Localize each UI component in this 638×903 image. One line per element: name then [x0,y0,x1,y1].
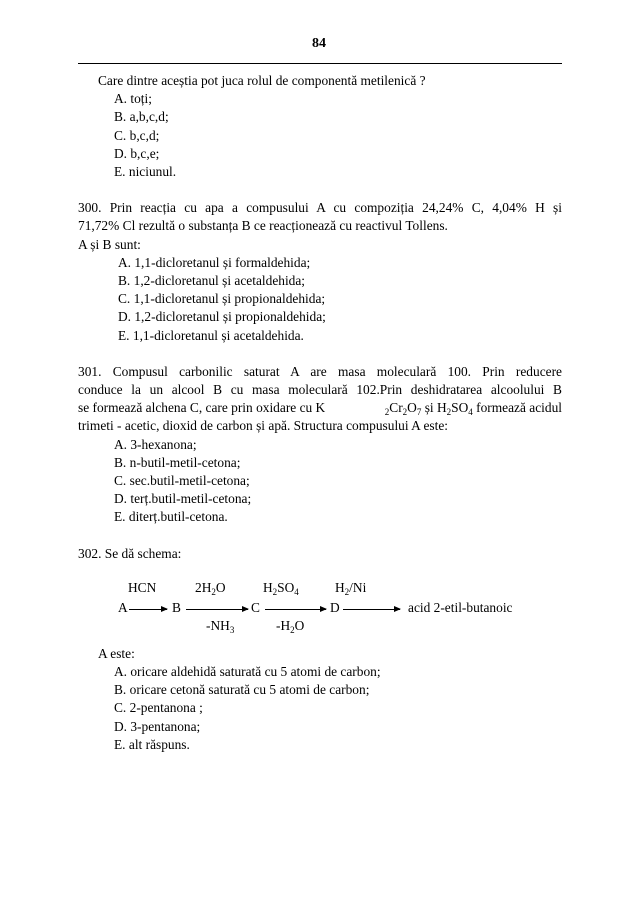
reaction-arrow [186,609,248,610]
reagent-label: $H_2SO_4$ [263,579,299,597]
text-run: O [407,400,417,416]
option-a: A. 1,1-dicloretanul și formaldehida; [118,254,311,270]
page-number: 84 [312,36,326,51]
text-run: se formează alchena C, care prin oxidare cu K [78,400,326,416]
question-text-line: conduce la un alcool B cu masa moleculară 102.Prin deshidratarea alcoolului B [78,382,562,398]
question-stem: Care dintre aceștia pot juca rolul de componentă metilenică ? [98,73,426,88]
reaction-scheme [78,569,562,635]
reagent-label: HCN [128,579,157,595]
scheme-product: acid 2-etil-butanoic [408,599,513,615]
question-301 [78,363,562,527]
subscript: 7 [416,407,422,418]
question-299 [78,72,562,181]
option-e: E. diterț.butil-cetona. [114,509,228,525]
scheme-node-c: C [251,599,260,615]
question-text-line: 301. Compusul carbonilic saturat A are masa moleculară 100. Prin reducere [78,363,562,379]
option-a: A. toți; [114,91,152,107]
reagent-label: $H_2/Ni$ [335,579,367,597]
question-text-line: 300. Prin reacția cu apa a compusului A cu compoziția 24,24% C, 4,04% H și [78,200,562,216]
option-e: E. 1,1-dicloretanul și acetaldehida. [118,327,304,343]
reaction-arrow [129,609,167,610]
byproduct-label: $-H_2O$ [276,617,305,635]
option-c: C. 2-pentanona ; [114,700,203,716]
reaction-arrow [265,609,326,610]
subscript: 2 [402,407,408,418]
text-run: SO [451,400,469,416]
header-divider [78,63,562,64]
text-run: și H [421,400,447,416]
subscript: 2 [384,407,390,418]
question-text-line [78,399,562,417]
option-b: B. n-butil-metil-cetona; [114,454,241,470]
option-d: D. 3-pentanona; [114,718,201,734]
reagent-label: $2H_2O$ [195,579,226,597]
option-c: C. b,c,d; [114,127,160,143]
option-a: A. oricare aldehidă saturată cu 5 atomi de carbon; [114,664,381,680]
text-run: formează acidul [472,400,562,416]
reaction-arrow [343,609,400,610]
subscript: 4 [468,407,473,418]
page-content [78,72,562,754]
question-text-line: A și B sunt: [78,236,141,252]
question-300 [78,199,562,345]
scheme-node-a: A [118,599,128,615]
option-c: C. sec.butil-metil-cetona; [114,473,250,489]
question-302 [78,545,562,754]
subscript: 2 [446,407,452,418]
question-stem: 302. Se dă schema: [78,545,182,561]
scheme-node-d: D [330,599,340,615]
option-b: B. oricare cetonă saturată cu 5 atomi de carbon; [114,682,370,698]
option-d: D. 1,2-dicloretanul și propionaldehida; [118,309,326,325]
question-text-line: trimeti - acetic, dioxid de carbon și apă. Structura compusului A este: [78,418,449,434]
question-text-line: A este: [98,645,135,661]
option-a: A. 3-hexanona; [114,436,197,452]
option-b: B. 1,2-dicloretanul și acetaldehida; [118,273,306,289]
option-d: D. b,c,e; [114,145,160,161]
question-text-line: 71,72% Cl rezultă o substanța B ce reacționează cu reactivul Tollens. [78,218,448,234]
option-d: D. terț.butil-metil-cetona; [114,491,252,507]
option-e: E. niciunul. [114,164,177,180]
scheme-node-b: B [172,599,181,615]
option-c: C. 1,1-dicloretanul și propionaldehida; [118,291,326,307]
option-e: E. alt răspuns. [114,736,190,752]
text-run: Cr [389,400,403,416]
byproduct-label: $-NH_3$ [206,617,235,635]
option-b: B. a,b,c,d; [114,109,169,125]
